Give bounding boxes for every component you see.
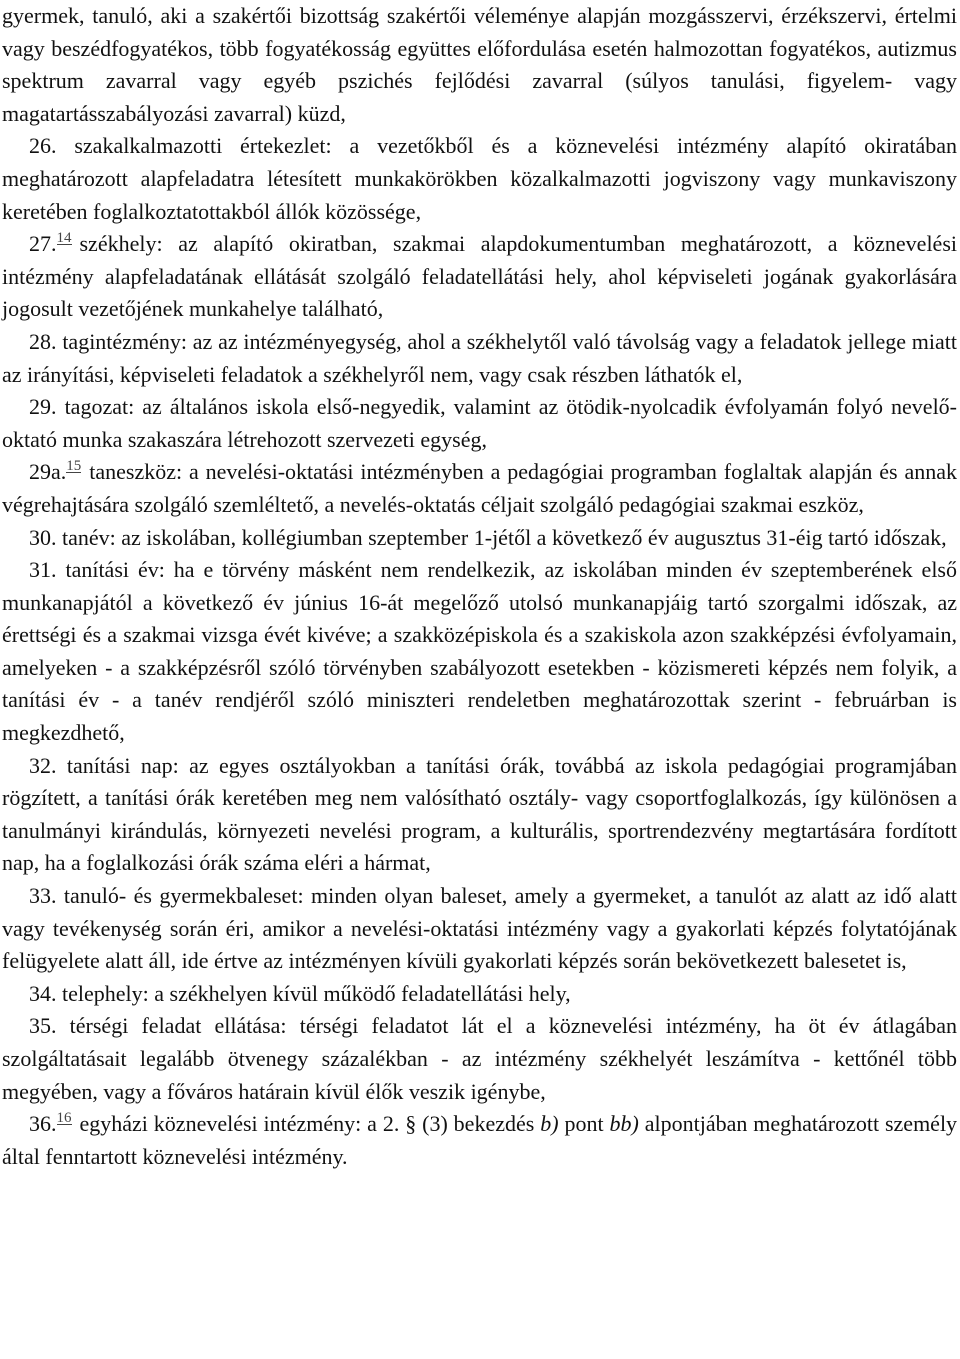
paragraph-text: gyermek, tanuló, aki a szakértői bizottság szakértői véleménye alapján mozgásszervi, érzékszervi, értelmi vagy beszédfogyatékos, több fogyatékosság együttes előfordulása esetén halmozottan fogyatékos, autizmus spektrum zavarral vagy egyéb pszichés fejlődési zavarral (súlyos tanulási, figyelem- vagy magatartásszabályozási zavarral) küzd, (2, 3, 957, 126)
paragraph-text: tagintézmény: az az intézményegység, ahol a székhelytől való távolság vagy a feladatok jellege miatt az irányítási, képviseleti feladatok a székhelyről nem, vagy csak részben láthatók el, (2, 328, 957, 387)
paragraph-text: tanítási nap: az egyes osztályokban a tanítási órák, továbbá az iskola pedagógiai programjában rögzített, a tanítási órák keretében meg nem valósítható osztály- vagy csoportfoglalkozás, így különösen a tanulmányi kirándulás, környezeti nevelési program, a kulturális, sportrendezvény megtartására fordított nap, ha a foglalkozási órák száma eléri a hármat, (2, 752, 957, 876)
paragraph-text: taneszköz: a nevelési-oktatási intézményben a pedagógiai programban foglaltak alapján és annak végrehajtására szolgáló szemléltető, a nevelés-oktatás céljait szolgáló pedagógiai szakmai eszköz, (2, 459, 957, 517)
paragraph-text: alpontjában meghatározott személy által fenntartott köznevelési intézmény. (2, 1111, 958, 1169)
footnote-link[interactable]: 16 (56, 1110, 72, 1127)
paragraph-text: térségi feladat ellátása: térségi feladatot lát el a köznevelési intézmény, ha öt év átlagában szolgáltatásait legalább ötvenegy százalékban - az intézmény székhelyét leszámítva - kettőnél több megyében, vagy a főváros határain kívül élők veszik igénybe, (2, 1013, 958, 1104)
definition-26 (2, 130, 957, 228)
paragraph-text: tanuló- és gyermekbaleset: minden olyan baleset, amely a gyermeket, a tanulót az alatt az idő alatt vagy tevékenység során éri, amikor a nevelési-oktatási intézmény vagy a gyakorlati képzés folytatójának felügyelete alatt áll, ide értve az intézményen kívüli gyakorlati képzés során bekövetkezett balesetet is, (2, 883, 957, 974)
item-number: 31. (29, 557, 57, 583)
definition-35 (2, 1010, 957, 1108)
footnote-link[interactable]: 15 (66, 458, 82, 475)
item-number: 29a. (29, 459, 67, 485)
paragraph-text: tanítási év: ha e törvény másként nem rendelkezik, az iskolában minden év szeptemberének első munkanapjától a következő év június 16-át megelőző utolsó munkanapjáig tartó szorgalmi időszak, az érettségi és a szakmai vizsga évét kivéve; a szakközépiskola és a szakiskola azon szakképzési évfolyamain, amelyeken - a szakképzésről szóló törvényben szabályozott esetekben - közismereti képzés nem folyik, a tanítási év - a tanév rendjéről szóló miniszteri rendeletben meghatározottak szerint - februárban is megkezdhető, (2, 557, 957, 746)
definition-33 (2, 880, 957, 978)
item-number: 26. (29, 133, 57, 159)
italic-reference: bb) (609, 1111, 639, 1137)
item-number: 36. (29, 1111, 57, 1137)
paragraph-text: pont (564, 1111, 604, 1137)
paragraph-text: tanév: az iskolában, kollégiumban szeptember 1-jétől a következő év augusztus 31-éig tartó időszak, (62, 524, 947, 550)
item-number: 28. (29, 328, 57, 354)
item-number: 34. (29, 980, 57, 1006)
definition-31 (2, 554, 957, 750)
definition-29a (2, 456, 957, 521)
item-number: 27. (29, 231, 57, 257)
paragraph-text: tagozat: az általános iskola első-negyedik, valamint az ötödik-nyolcadik évfolyamán folyó nevelő-oktató munka szakaszára létrehozott szervezeti egység, (2, 394, 958, 452)
italic-reference: b) (540, 1111, 559, 1137)
definition-32 (2, 750, 957, 880)
item-number: 33. (29, 883, 57, 909)
paragraph-text: székhely: az alapító okiratban, szakmai alapdokumentumban meghatározott, a köznevelési intézmény alapfeladatának ellátását szolgáló feladatellátási hely, ahol képviseleti jogának gyakorlására jogosult vezetőjének munkahelye található, (2, 231, 957, 322)
item-number: 29. (29, 394, 57, 420)
paragraph-text: egyházi köznevelési intézmény: a 2. § (3) bekezdés (79, 1111, 535, 1137)
definition-27 (2, 228, 957, 326)
footnote-link[interactable]: 14 (56, 230, 72, 247)
definition-29 (2, 391, 957, 456)
item-number: 32. (29, 752, 57, 778)
paragraph-text: telephely: a székhelyen kívül működő feladatellátási hely, (62, 980, 571, 1006)
paragraph-text: szakalkalmazotti értekezlet: a vezetőkből és a köznevelési intézmény alapító okiratában meghatározott alapfeladatra létesített munkakörökben közalkalmazotti jogviszony vagy munkaviszony keretében foglalkoztatottakból állók közössége, (2, 133, 958, 224)
item-number: 35. (29, 1013, 57, 1039)
definition-30 (2, 522, 957, 555)
definition-36 (2, 1108, 957, 1173)
definition-continuation (2, 0, 957, 130)
item-number: 30. (29, 524, 57, 550)
definition-28 (2, 326, 957, 391)
definition-34 (2, 978, 957, 1011)
